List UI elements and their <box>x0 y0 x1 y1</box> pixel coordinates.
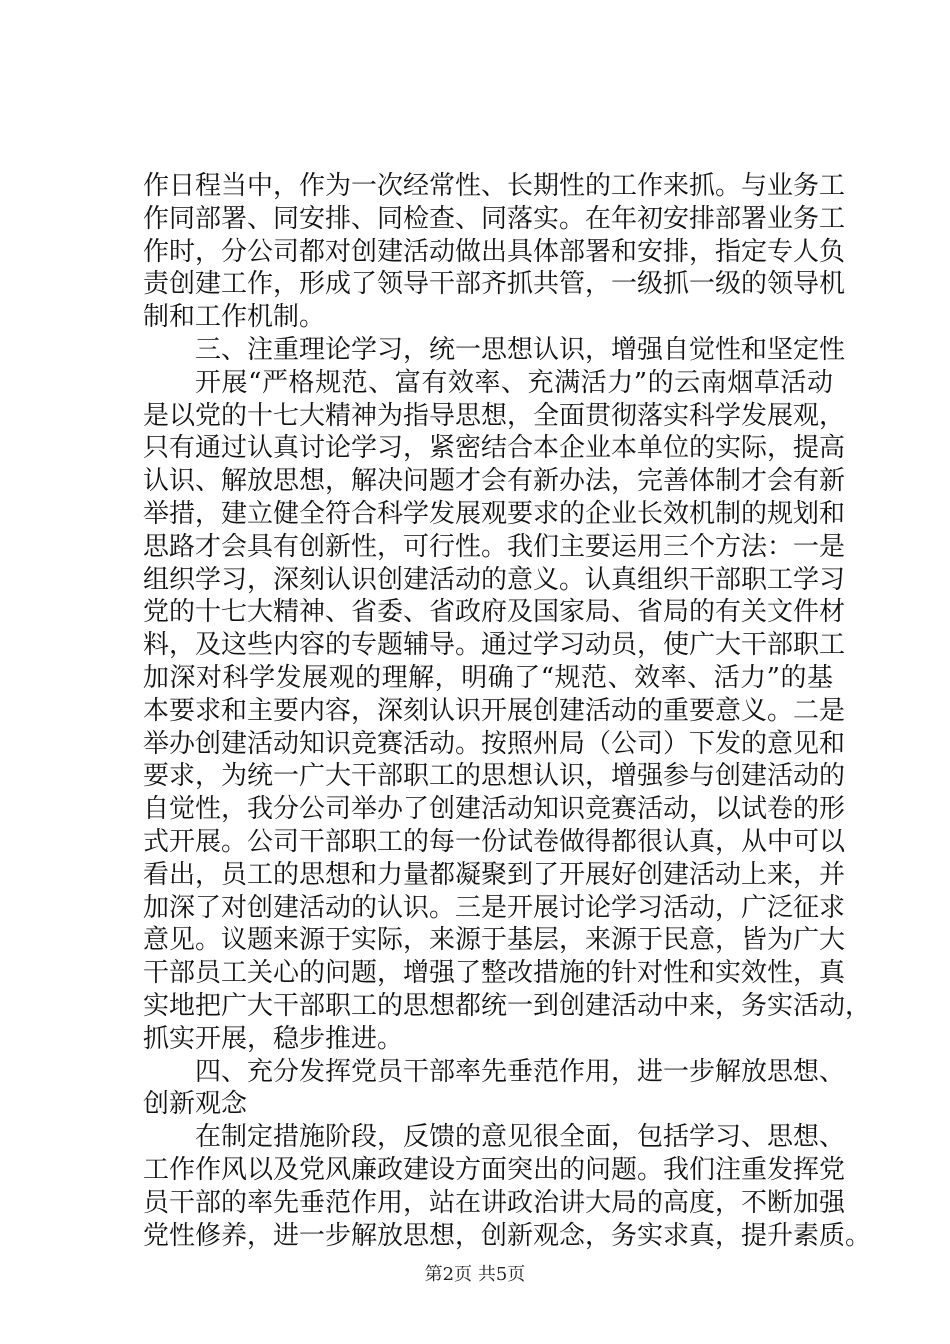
text-line: 实地把广大干部职工的思想都统一到创建活动中来，务实活动， <box>143 990 872 1021</box>
text-line: 举措，建立健全符合科学发展观要求的企业长效机制的规划和 <box>143 498 846 529</box>
text-line: 党性修养，进一步解放思想，创新观念，务实求真，提升素质。 <box>143 1220 872 1251</box>
text-line: 料，及这些内容的专题辅导。通过学习动员，使广大干部职工 <box>143 630 846 661</box>
text-line: 开展“严格规范、富有效率、充满活力”的云南烟草活动 <box>195 367 833 398</box>
text-line: 责创建工作，形成了领导干部齐抓共管，一级抓一级的领导机 <box>143 269 846 300</box>
text-line: 员干部的率先垂范作用，站在讲政治讲大局的高度，不断加强 <box>143 1187 846 1218</box>
text-line: 抓实开展，稳步推进。 <box>143 1023 404 1054</box>
text-line: 在制定措施阶段，反馈的意见很全面，包括学习、思想、 <box>195 1122 846 1153</box>
text-line: 组织学习，深刻认识创建活动的意义。认真组织干部职工学习 <box>143 564 846 595</box>
text-line: 举办创建活动知识竞赛活动。按照州局（公司）下发的意见和 <box>143 728 846 759</box>
text-line: 自觉性，我分公司举办了创建活动知识竞赛活动，以试卷的形 <box>143 794 846 825</box>
document-body <box>143 170 872 1252</box>
text-line: 制和工作机制。 <box>143 302 326 333</box>
text-line: 干部员工关心的问题，增强了整改措施的针对性和实效性，真 <box>143 958 846 989</box>
page-footer: 第2页 共5页 <box>424 1264 526 1285</box>
text-line: 创新观念 <box>143 1089 248 1120</box>
text-line: 党的十七大精神、省委、省政府及国家局、省局的有关文件材 <box>143 597 846 628</box>
text-line: 看出，员工的思想和力量都凝聚到了开展好创建活动上来，并 <box>143 859 846 890</box>
text-line: 意见。议题来源于实际，来源于基层，来源于民意，皆为广大 <box>143 925 846 956</box>
text-line: 工作作风以及党风廉政建设方面突出的问题。我们注重发挥党 <box>143 1154 846 1185</box>
text-line: 只有通过认真讨论学习，紧密结合本企业本单位的实际，提高 <box>143 433 846 464</box>
text-line: 本要求和主要内容，深刻认识开展创建活动的重要意义。二是 <box>143 695 846 726</box>
text-line: 式开展。公司干部职工的每一份试卷做得都很认真，从中可以 <box>143 826 846 857</box>
text-line: 是以党的十七大精神为指导思想，全面贯彻落实科学发展观， <box>143 400 846 431</box>
text-line: 加深了对创建活动的认识。三是开展讨论学习活动，广泛征求 <box>143 892 846 923</box>
text-line: 思路才会具有创新性，可行性。我们主要运用三个方法：一是 <box>143 531 846 562</box>
text-line: 认识、解放思想，解决问题才会有新办法，完善体制才会有新 <box>143 466 846 497</box>
text-line: 加深对科学发展观的理解，明确了“规范、效率、活力”的基 <box>143 662 833 693</box>
text-line: 四、充分发挥党员干部率先垂范作用，进一步解放思想、 <box>195 1056 846 1087</box>
text-line: 三、注重理论学习，统一思想认识，增强自觉性和坚定性 <box>195 334 846 365</box>
text-line: 作日程当中，作为一次经常性、长期性的工作来抓。与业务工 <box>143 171 846 201</box>
text-line: 作时，分公司都对创建活动做出具体部署和安排，指定专人负 <box>143 236 846 267</box>
text-line: 作同部署、同安排、同检查、同落实。在年初安排部署业务工 <box>143 203 846 234</box>
text-line: 要求，为统一广大干部职工的思想认识，增强参与创建活动的 <box>143 761 846 792</box>
